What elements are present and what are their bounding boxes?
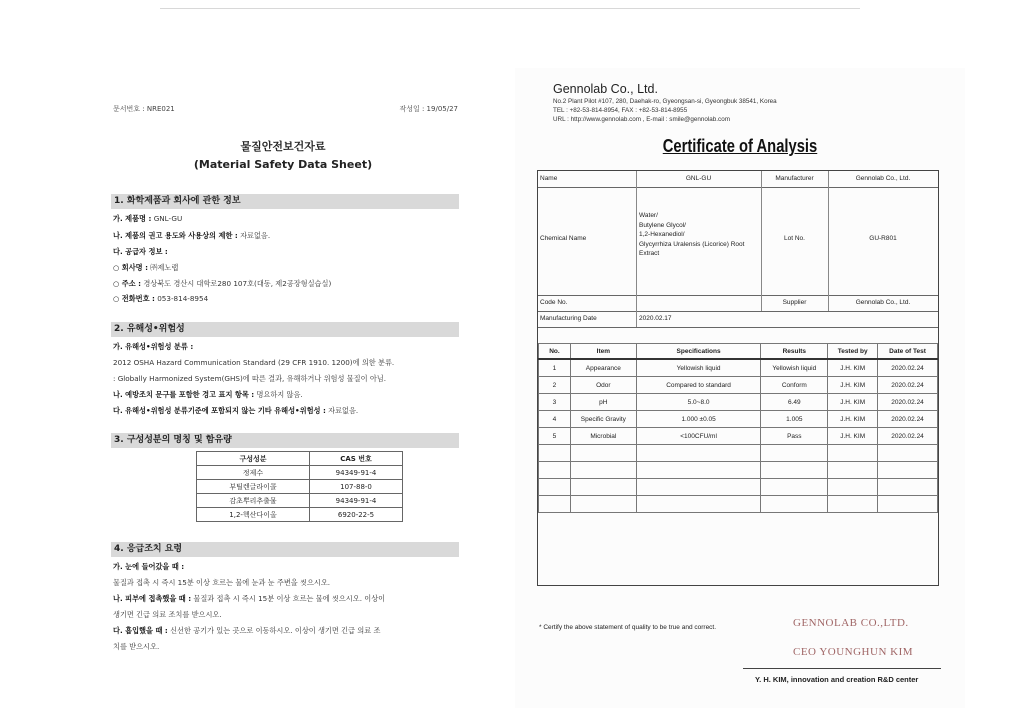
result-cell: J.H. KIM xyxy=(828,394,878,411)
result-cell xyxy=(761,496,828,513)
result-cell: 5 xyxy=(539,428,571,445)
name-label: Name xyxy=(540,175,558,182)
table-row xyxy=(539,496,938,513)
coa-company-name: Gennolab Co., Ltd. xyxy=(553,82,658,96)
result-cell: 4 xyxy=(539,411,571,428)
chemical-line: Glycyrrhiza Uralensis (Licorice) Root xyxy=(639,240,745,248)
table-row xyxy=(539,428,938,445)
component-name: 정제수 xyxy=(197,466,310,480)
result-cell xyxy=(828,479,878,496)
other-hazard-line: 다. 유해성•위험성 분류기준에 포함되지 않는 기타 유해성•위험성 : 자료없음. xyxy=(113,406,359,415)
result-cell xyxy=(570,479,636,496)
classification-line: 가. 유해성•위험성 분류 : xyxy=(113,342,194,351)
certify-statement: * Certify the above statement of quality to be true and correct. xyxy=(539,624,717,631)
cas-number: 107-88-0 xyxy=(310,480,403,494)
doc-number: 문서번호 : NRE021 xyxy=(113,105,175,113)
eye-label: 가. 눈에 들어갔을 때 : xyxy=(113,562,185,571)
result-cell xyxy=(636,479,761,496)
result-cell: J.H. KIM xyxy=(828,359,878,377)
skin-line: 나. 피부에 접촉했을 때 : 물질과 접촉 시 즉시 15분 이상 흐르는 물에 씻으시오. 이상이 xyxy=(113,594,386,603)
result-cell: Conform xyxy=(761,377,828,394)
mfg-date-value: 2020.02.17 xyxy=(639,315,672,322)
chemical-line: 1,2-Hexanediol/ xyxy=(639,231,685,238)
chemical-line: Butylene Glycol/ xyxy=(639,221,686,229)
result-cell xyxy=(828,496,878,513)
composition-header: 구성성분 xyxy=(197,452,310,466)
result-cell: Appearance xyxy=(570,359,636,377)
cas-number: 94349-91-4 xyxy=(310,494,403,508)
col-date-of-test: Date of Test xyxy=(878,344,938,360)
result-cell xyxy=(539,462,571,479)
supplier-line: 다. 공급자 정보 : xyxy=(113,247,168,256)
mfg-date-row xyxy=(538,311,938,328)
table-row xyxy=(539,462,938,479)
warning-line: 나. 예방조치 문구를 포함한 경고 표지 항목 : 명요하지 않음. xyxy=(113,390,303,399)
coa-address: No.2 Plant Pilot #107, 280, Daehak-ro, Gyeongsan-si, Gyeongbuk 38541, Korea xyxy=(553,98,777,105)
col-no: No. xyxy=(539,344,571,360)
top-divider xyxy=(160,8,860,9)
chemical-line: Extract xyxy=(639,250,660,257)
table-row xyxy=(539,411,938,428)
result-cell: Pass xyxy=(761,428,828,445)
result-cell: 1 xyxy=(539,359,571,377)
component-name: 부틸렌글라이콜 xyxy=(197,480,310,494)
msds-title-english: (Material Safety Data Sheet) xyxy=(193,158,373,171)
result-cell xyxy=(761,479,828,496)
col-tested-by: Tested by xyxy=(828,344,878,360)
result-cell: 2020.02.24 xyxy=(878,411,938,428)
coa-info-box xyxy=(537,170,939,586)
result-cell: pH xyxy=(570,394,636,411)
osha-line: 2012 OSHA Hazard Communication Standard (29 CFR 1910. 1200)에 의한 분류. xyxy=(113,358,395,367)
result-cell xyxy=(878,496,938,513)
cas-number: 6920-22-5 xyxy=(310,508,403,522)
result-cell: 3 xyxy=(539,394,571,411)
composition-table xyxy=(196,451,403,522)
signature-name: Y. H. KIM, innovation and creation R&D center xyxy=(755,675,919,684)
coa-tel-fax: TEL : +82-53-814-8954, FAX : +82-53-814-8955 xyxy=(553,107,688,114)
result-cell: Odor xyxy=(570,377,636,394)
company-line: ○ 회사명 : ㈜제노랩 xyxy=(113,263,179,272)
result-cell: 2020.02.24 xyxy=(878,428,938,445)
result-cell xyxy=(828,445,878,462)
result-cell: 2020.02.24 xyxy=(878,394,938,411)
result-cell: Yellowish liquid xyxy=(761,359,828,377)
address-line: ○ 주소 : 경상북도 경산시 대학로280 107호(대동, 제2공장형실습실) xyxy=(113,279,332,288)
result-cell xyxy=(761,462,828,479)
col-specifications: Specifications xyxy=(636,344,761,360)
lot-label: Lot No. xyxy=(784,235,805,242)
product-name-line: 가. 제품명 : GNL-GU xyxy=(113,214,183,223)
result-cell: <100CFU/ml xyxy=(636,428,761,445)
result-cell: Microbial xyxy=(570,428,636,445)
section3-heading: 3. 구성성분의 명칭 및 함유량 xyxy=(111,433,459,448)
chemical-label: Chemical Name xyxy=(540,235,587,242)
table-row xyxy=(197,466,403,480)
result-cell: J.H. KIM xyxy=(828,428,878,445)
results-table xyxy=(538,343,938,513)
ceo-stamp: CEO YOUNGHUN KIM xyxy=(793,646,914,658)
name-value: GNL-GU xyxy=(685,175,712,182)
cas-header: CAS 번호 xyxy=(310,452,403,466)
usage-line: 나. 제품의 권고 용도와 사용상의 제한 : 자료없음. xyxy=(113,231,271,240)
result-cell xyxy=(878,445,938,462)
result-cell xyxy=(636,445,761,462)
supplier-value: Gennolab Co., Ltd. xyxy=(855,299,911,306)
table-row xyxy=(539,359,938,377)
supplier-label: Supplier xyxy=(782,299,807,306)
chemical-line: Water/ xyxy=(639,212,658,219)
result-cell xyxy=(636,462,761,479)
mfg-date-label: Manufacturing Date xyxy=(540,315,597,322)
eye-text: 물질과 접촉 시 즉시 15분 이상 흐르는 물에 눈과 눈 주변을 씻으시오. xyxy=(113,578,331,587)
section4-heading: 4. 응급조치 요령 xyxy=(111,542,459,557)
col-results: Results xyxy=(761,344,828,360)
table-row xyxy=(197,508,403,522)
result-cell xyxy=(636,496,761,513)
ghs-line: : Globally Harmonized System(GHS)에 따른 결과, 유해하거나 위험성 물질이 아님. xyxy=(113,374,387,383)
result-cell xyxy=(570,445,636,462)
result-cell xyxy=(539,496,571,513)
section2-heading: 2. 유해성•위험성 xyxy=(111,322,459,337)
coa-url-email: URL : http://www.gennolab.com , E-mail : smile@gennolab.com xyxy=(553,116,730,123)
manufacturer-value: Gennolab Co., Ltd. xyxy=(855,175,911,182)
manufacturer-label: Manufacturer xyxy=(775,175,814,182)
result-cell: 2020.02.24 xyxy=(878,359,938,377)
inhale-line: 다. 흡입했을 때 : 신선한 공기가 있는 곳으로 이동하시오. 이상이 생기면 긴급 의료 조 xyxy=(113,626,381,635)
coa-page xyxy=(515,68,965,708)
result-cell: 2020.02.24 xyxy=(878,377,938,394)
lot-value: GU-R801 xyxy=(869,235,897,242)
phone-line: ○ 전화번호 : 053-814-8954 xyxy=(113,294,209,303)
result-cell: J.H. KIM xyxy=(828,411,878,428)
result-cell xyxy=(570,496,636,513)
component-name: 감초뿌리추출물 xyxy=(197,494,310,508)
result-cell xyxy=(828,462,878,479)
msds-title-korean: 물질안전보건자료 xyxy=(240,140,326,153)
section1-heading: 1. 화학제품과 회사에 관한 정보 xyxy=(111,194,459,209)
table-row xyxy=(539,445,938,462)
table-row xyxy=(539,377,938,394)
skin-line-2: 생기면 긴급 의료 조치를 받으시오. xyxy=(113,610,222,619)
result-cell xyxy=(539,445,571,462)
inhale-line-2: 치를 받으시오. xyxy=(113,642,160,651)
coa-title: Certificate of Analysis xyxy=(662,136,818,156)
result-cell: 1.005 xyxy=(761,411,828,428)
signature-line xyxy=(743,668,941,669)
table-row xyxy=(539,394,938,411)
results-header-row xyxy=(539,344,938,360)
table-row xyxy=(197,480,403,494)
msds-page xyxy=(108,96,458,696)
written-date: 작성일 : 19/05/27 xyxy=(399,105,458,113)
result-cell: 6.49 xyxy=(761,394,828,411)
result-cell: 2 xyxy=(539,377,571,394)
grid-line xyxy=(636,171,637,327)
table-row xyxy=(197,494,403,508)
company-stamp: GENNOLAB CO.,LTD. xyxy=(793,617,909,629)
table-row xyxy=(539,479,938,496)
result-cell xyxy=(539,479,571,496)
result-cell: 5.0~8.0 xyxy=(636,394,761,411)
col-item: Item xyxy=(570,344,636,360)
chemical-name-list xyxy=(639,211,744,259)
msds-header xyxy=(113,104,458,114)
code-label: Code No. xyxy=(540,299,568,306)
component-name: 1,2-헥산다이올 xyxy=(197,508,310,522)
cas-number: 94349-91-4 xyxy=(310,466,403,480)
result-cell xyxy=(570,462,636,479)
result-cell: Compared to standard xyxy=(636,377,761,394)
result-cell xyxy=(878,462,938,479)
result-cell: Yellowish liquid xyxy=(636,359,761,377)
result-cell xyxy=(761,445,828,462)
result-cell: Specific Gravity xyxy=(570,411,636,428)
result-cell: J.H. KIM xyxy=(828,377,878,394)
result-cell xyxy=(878,479,938,496)
result-cell: 1.000 ±0.05 xyxy=(636,411,761,428)
